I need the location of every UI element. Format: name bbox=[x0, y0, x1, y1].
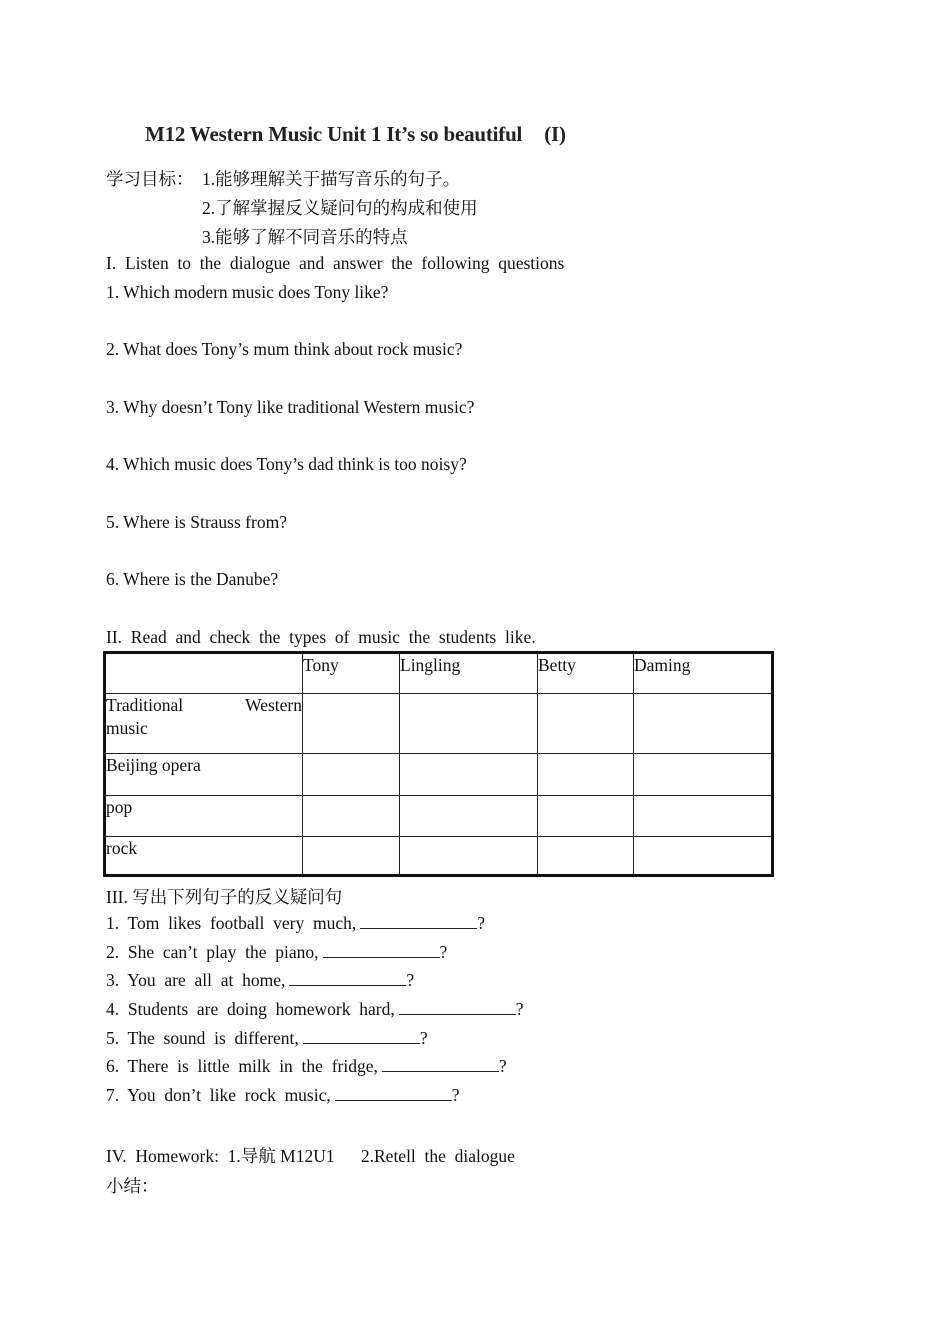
answer-blank[interactable] bbox=[289, 971, 406, 986]
check-cell[interactable] bbox=[400, 837, 538, 876]
answer-blank[interactable] bbox=[335, 1086, 452, 1101]
check-cell[interactable] bbox=[303, 754, 400, 796]
objective-1: 1.能够理解关于描写音乐的句子。 bbox=[202, 169, 461, 189]
tag-question-4 bbox=[106, 999, 523, 1020]
music-preference-table bbox=[103, 651, 774, 877]
sentence: 6. There is little milk in the fridge, bbox=[106, 1056, 378, 1076]
question-mark: ? bbox=[515, 999, 524, 1019]
check-cell[interactable] bbox=[538, 754, 634, 796]
objectives-label: 学习目标： bbox=[106, 169, 194, 189]
check-cell[interactable] bbox=[303, 694, 400, 754]
sentence: 3. You are all at home, bbox=[106, 970, 286, 990]
check-cell[interactable] bbox=[303, 837, 400, 876]
check-cell[interactable] bbox=[634, 796, 773, 837]
row-label-rock: rock bbox=[105, 837, 303, 876]
table-row bbox=[105, 837, 773, 876]
table-corner bbox=[105, 653, 303, 694]
question-mark: ? bbox=[419, 1028, 428, 1048]
check-cell[interactable] bbox=[634, 754, 773, 796]
section1-heading: I. Listen to the dialogue and answer the following questions bbox=[106, 253, 565, 273]
question-4: 4. Which music does Tony’s dad think is too noisy? bbox=[106, 454, 467, 474]
sentence: 1. Tom likes football very much, bbox=[106, 913, 357, 933]
summary-label: 小结： bbox=[106, 1176, 159, 1196]
question-mark: ? bbox=[439, 942, 448, 962]
table-row bbox=[105, 796, 773, 837]
question-mark: ? bbox=[477, 913, 486, 933]
check-cell[interactable] bbox=[400, 754, 538, 796]
row-label-traditional: Traditional Western music bbox=[105, 694, 303, 754]
check-cell[interactable] bbox=[400, 694, 538, 754]
row-label-beijing-opera: Beijing opera bbox=[105, 754, 303, 796]
objective-3: 3.能够了解不同音乐的特点 bbox=[202, 227, 408, 247]
column-header-daming: Daming bbox=[634, 653, 773, 694]
section2-heading: II. Read and check the types of music the students like. bbox=[106, 627, 536, 647]
check-cell[interactable] bbox=[538, 796, 634, 837]
tag-question-5 bbox=[106, 1028, 428, 1049]
question-mark: ? bbox=[406, 970, 415, 990]
column-header-lingling: Lingling bbox=[400, 653, 538, 694]
title-part: (I) bbox=[544, 122, 566, 146]
answer-blank[interactable] bbox=[399, 1000, 516, 1015]
question-mark: ? bbox=[498, 1056, 507, 1076]
tag-question-6 bbox=[106, 1056, 507, 1077]
tag-question-1 bbox=[106, 913, 485, 934]
row-label-pop: pop bbox=[105, 796, 303, 837]
check-cell[interactable] bbox=[400, 796, 538, 837]
page-title bbox=[145, 122, 566, 147]
table-row bbox=[105, 754, 773, 796]
objective-2: 2.了解掌握反义疑问句的构成和使用 bbox=[202, 198, 478, 218]
question-2: 2. What does Tony’s mum think about rock music? bbox=[106, 339, 463, 359]
column-header-betty: Betty bbox=[538, 653, 634, 694]
title-text: M12 Western Music Unit 1 It’s so beautiful bbox=[145, 122, 523, 146]
question-5: 5. Where is Strauss from? bbox=[106, 512, 287, 532]
section4-heading: IV. Homework: 1.导航 M12U1 2.Retell the dialogue bbox=[106, 1146, 515, 1166]
answer-blank[interactable] bbox=[303, 1029, 420, 1044]
sentence: 5. The sound is different, bbox=[106, 1028, 299, 1048]
check-cell[interactable] bbox=[634, 837, 773, 876]
sentence: 7. You don’t like rock music, bbox=[106, 1085, 331, 1105]
answer-blank[interactable] bbox=[382, 1057, 499, 1072]
check-cell[interactable] bbox=[303, 796, 400, 837]
sentence: 2. She can’t play the piano, bbox=[106, 942, 319, 962]
section3-heading: III. 写出下列句子的反义疑问句 bbox=[106, 887, 343, 907]
check-cell[interactable] bbox=[538, 837, 634, 876]
table-header-row bbox=[105, 653, 773, 694]
tag-question-3 bbox=[106, 970, 414, 991]
column-header-tony: Tony bbox=[303, 653, 400, 694]
answer-blank[interactable] bbox=[360, 914, 477, 929]
check-cell[interactable] bbox=[634, 694, 773, 754]
question-1: 1. Which modern music does Tony like? bbox=[106, 282, 389, 302]
check-cell[interactable] bbox=[538, 694, 634, 754]
tag-question-7 bbox=[106, 1085, 460, 1106]
question-3: 3. Why doesn’t Tony like traditional Western music? bbox=[106, 397, 475, 417]
table-row bbox=[105, 694, 773, 754]
question-6: 6. Where is the Danube? bbox=[106, 569, 279, 589]
answer-blank[interactable] bbox=[323, 943, 440, 958]
sentence: 4. Students are doing homework hard, bbox=[106, 999, 395, 1019]
tag-question-2 bbox=[106, 942, 447, 963]
question-mark: ? bbox=[451, 1085, 460, 1105]
